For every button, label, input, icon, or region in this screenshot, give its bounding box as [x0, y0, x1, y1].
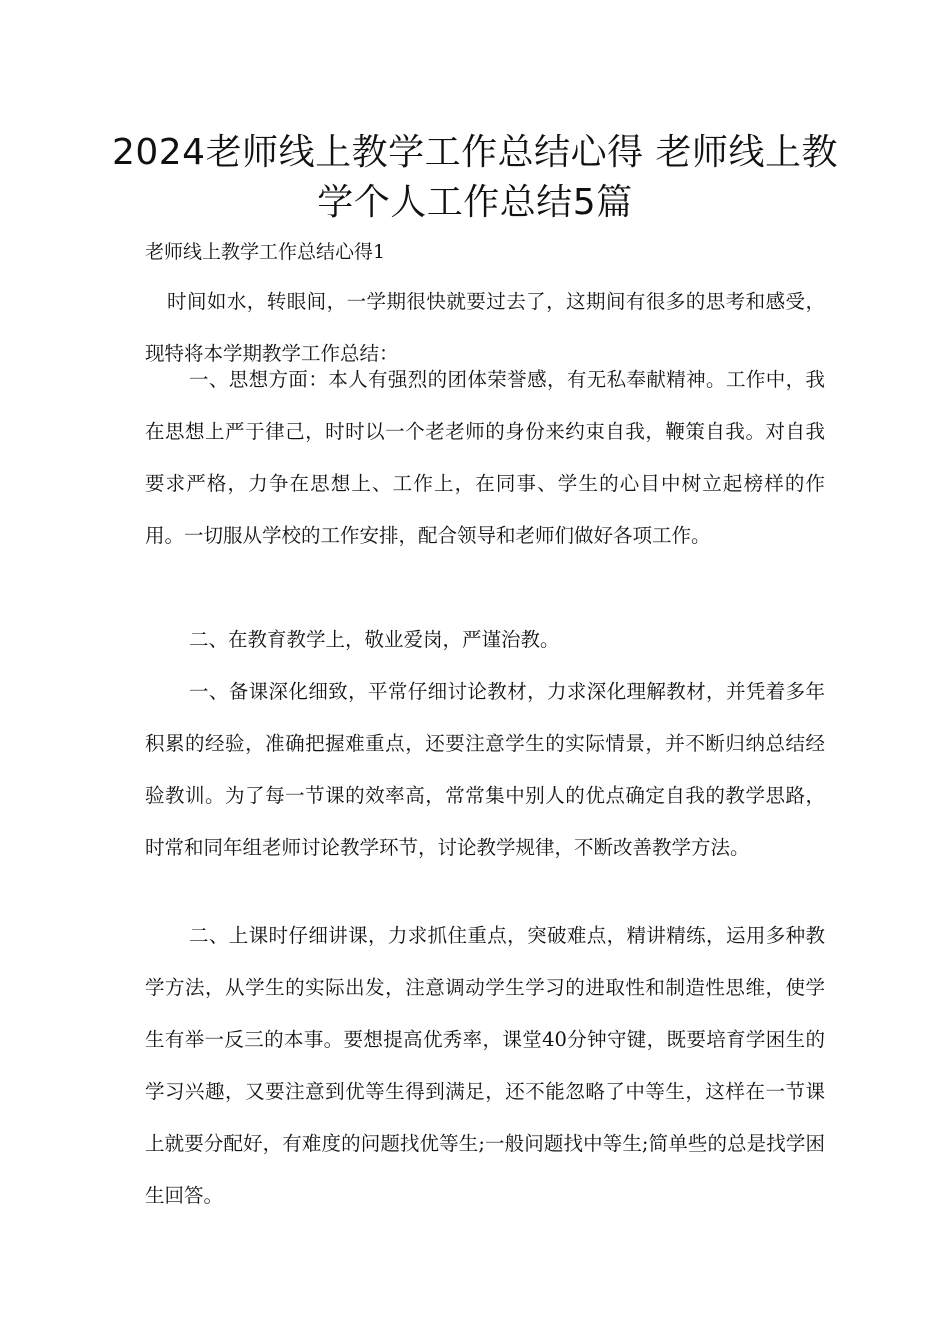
paragraph-intro: 时间如水，转眼间，一学期很快就要过去了，这期间有很多的思考和感受，现特将本学期教学工作总结： — [145, 290, 825, 365]
section-heading: 老师线上教学工作总结心得1 — [145, 241, 386, 263]
document-title: 2024老师线上教学工作总结心得 老师线上教学个人工作总结5篇 — [111, 132, 839, 223]
paragraph-thought: 一、思想方面：本人有强烈的团体荣誉感，有无私奉献精神。工作中，我在思想上严于律己，时时以一个老老师的身份来约束自我，鞭策自我。对自我要求严格，力争在思想上、工作上，在同事、学生的心目中树立起榜样的作用。一切服从学校的工作安排，配合领导和老师们做好各项工作。 — [145, 368, 825, 547]
paragraph-lesson-prep: 一、备课深化细致，平常仔细讨论教材，力求深化理解教材，并凭着多年积累的经验，准确把握难重点，还要注意学生的实际情景，并不断归纳总结经验教训。为了每一节课的效率高，常常集中别人的优点确定自我的教学思路，时常和同年组老师讨论教学环节，讨论教学规律，不断改善教学方法。 — [145, 680, 825, 859]
paragraph-teaching-heading: 二、在教育教学上，敬业爱岗，严谨治教。 — [189, 628, 560, 651]
paragraph-lecturing: 二、上课时仔细讲课，力求抓住重点，突破难点，精讲精练，运用多种教学方法，从学生的实际出发，注意调动学生学习的进取性和制造性思维，使学生有举一反三的本事。要想提高优秀率，课堂40分钟守键，既要培育学困生的学习兴趣，又要注意到优等生得到满足，还不能忽略了中等生，这样在一节课上就要分配好，有难度的问题找优等生;一般问题找中等生;简单些的总是找学困生回答。 — [145, 924, 825, 1207]
